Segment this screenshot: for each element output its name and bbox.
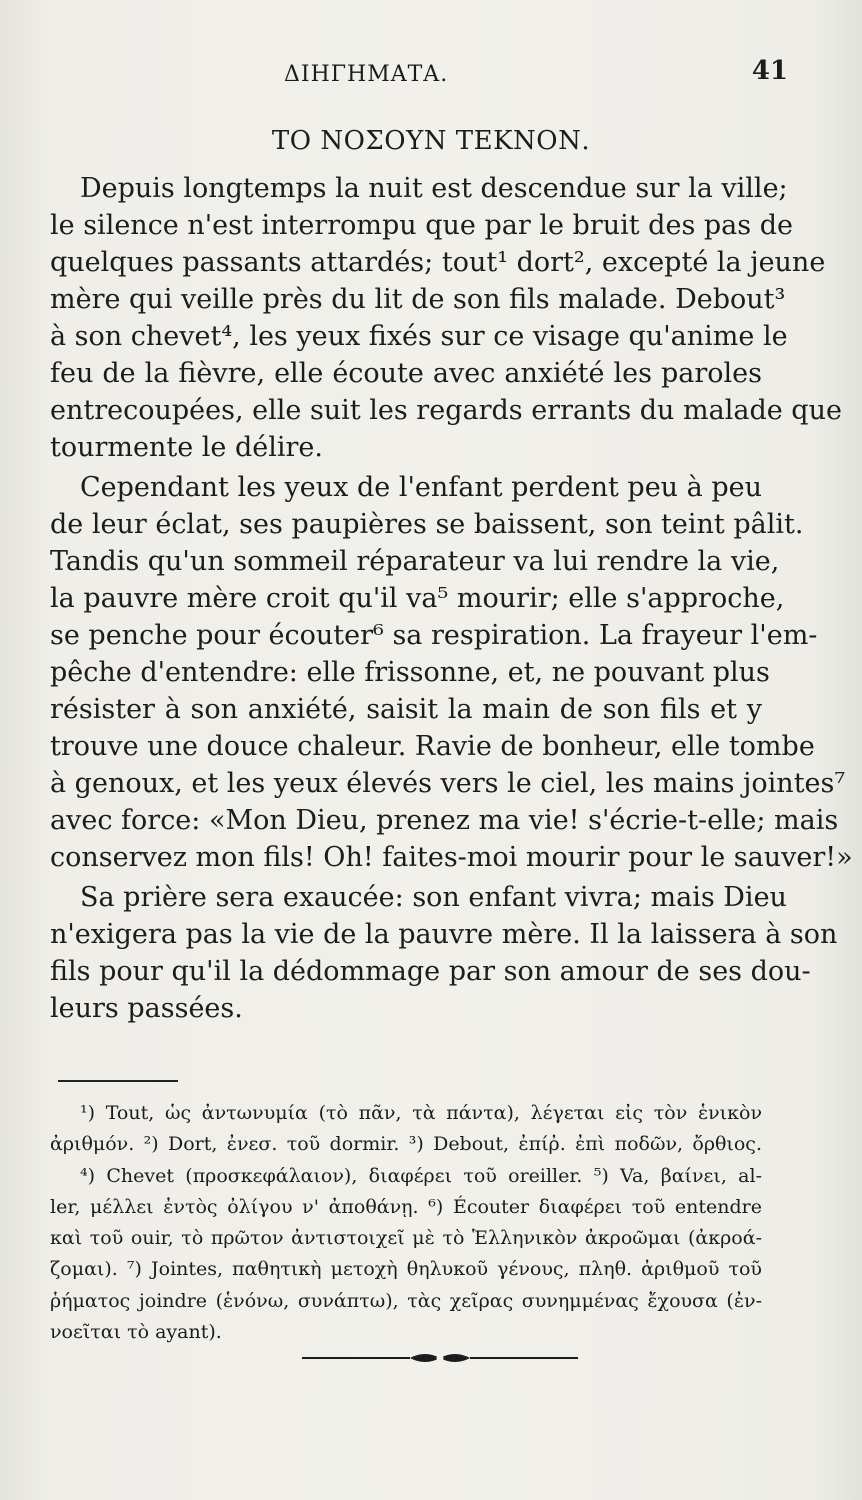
footnote-line: ἀριθμόν. ²) Dort, ἐνεσ. τοῦ dormir. ³) Debout, ἐπίῤ. ἐπὶ ποδῶν, ὄρθιος. [50,1133,762,1156]
text-line: à son chevet⁴, les yeux fixés sur ce visage qu'anime le [50,321,788,352]
page-number: 41 [751,56,788,86]
footnote-line: ¹) Tout, ὡς ἀντωνυμία (τὸ πᾶν, τὰ πάντα), λέγεται εἰς τὸν ἑνικὸν [80,1102,762,1124]
running-title: ΔΙΗΓΗΜΑΤΑ. [284,62,449,87]
running-head [50,56,788,92]
text-line: tourmente le délire. [50,432,323,463]
text-line: leurs passées. [50,993,243,1024]
ornament-divider-icon [300,1348,580,1368]
text-line: feu de la fièvre, elle écoute avec anxiété les paroles [50,358,762,389]
text-line: pêche d'entendre: elle frissonne, et, ne pouvant plus [50,657,770,688]
body-text [50,170,853,1027]
text-line: trouve une douce chaleur. Ravie de bonheur, elle tombe [50,731,815,762]
text-line: mère qui veille près du lit de son fils malade. Debout³ [50,284,786,315]
text-line: Tandis qu'un sommeil réparateur va lui rendre la vie, [50,546,780,577]
footnote-rule [58,1080,178,1082]
text-line: le silence n'est interrompu que par le bruit des pas de [50,210,793,241]
text-line: à genoux, et les yeux élevés vers le ciel, les mains jointes⁷ [50,768,846,799]
text-line: résister à son anxiété, saisit la main de son fils et y [50,694,762,725]
text-line: Cependant les yeux de l'enfant perdent peu à peu [80,472,762,503]
footnote-line: καὶ τοῦ ouir, τὸ πρῶτον ἀντιστοιχεῖ μὲ τὸ Ἑλληνικὸν ἀκροῶμαι (ἀκροά- [50,1227,762,1250]
footnote-line: νοεῖται τὸ ayant). [50,1321,222,1344]
text-line: fils pour qu'il la dédommage par son amour de ses dou- [50,956,811,987]
text-line: Depuis longtemps la nuit est descendue sur la ville; [80,173,788,204]
footnote-line: ⁴) Chevet (προσκεφάλαιον), διαφέρει τοῦ oreiller. ⁵) Va, βαίνει, al- [80,1164,762,1187]
footnotes [50,1098,762,1348]
text-line: entrecoupées, elle suit les regards errants du malade que [50,395,842,426]
footnote-line: ler, μέλλει ἐντὸς ὀλίγου ν' ἀποθάνῃ. ⁶) Écouter διαφέρει τοῦ entendre [50,1195,762,1218]
footnote-line: ζομαι). ⁷) Jointes, παθητικὴ μετοχὴ θηλυκοῦ γένους, πληθ. ἀριθμοῦ τοῦ [50,1258,762,1281]
text-line: avec force: «Mon Dieu, prenez ma vie! s'écrie-t-elle; mais [50,805,839,836]
chapter-title: ΤΟ ΝΟΣΟΥΝ ΤΕΚΝΟΝ. [271,126,591,156]
text-line: conservez mon fils! Oh! faites-moi mourir pour le sauver!» [50,842,853,873]
text-line: quelques passants attardés; tout¹ dort², excepté la jeune [50,247,826,278]
footnote-line: ῥήματος joindre (ἑνόνω, συνάπτω), τὰς χεῖρας συνημμένας ἔχουσα (ἐν- [50,1289,762,1312]
text-line: Sa prière sera exaucée: son enfant vivra; mais Dieu [80,882,787,913]
text-line: se penche pour écouter⁶ sa respiration. La frayeur l'em- [50,620,818,651]
text-line: la pauvre mère croit qu'il va⁵ mourir; elle s'approche, [50,583,785,614]
text-line: de leur éclat, ses paupières se baissent, son teint pâlit. [50,509,804,540]
text-line: n'exigera pas la vie de la pauvre mère. Il la laissera à son [50,919,838,950]
